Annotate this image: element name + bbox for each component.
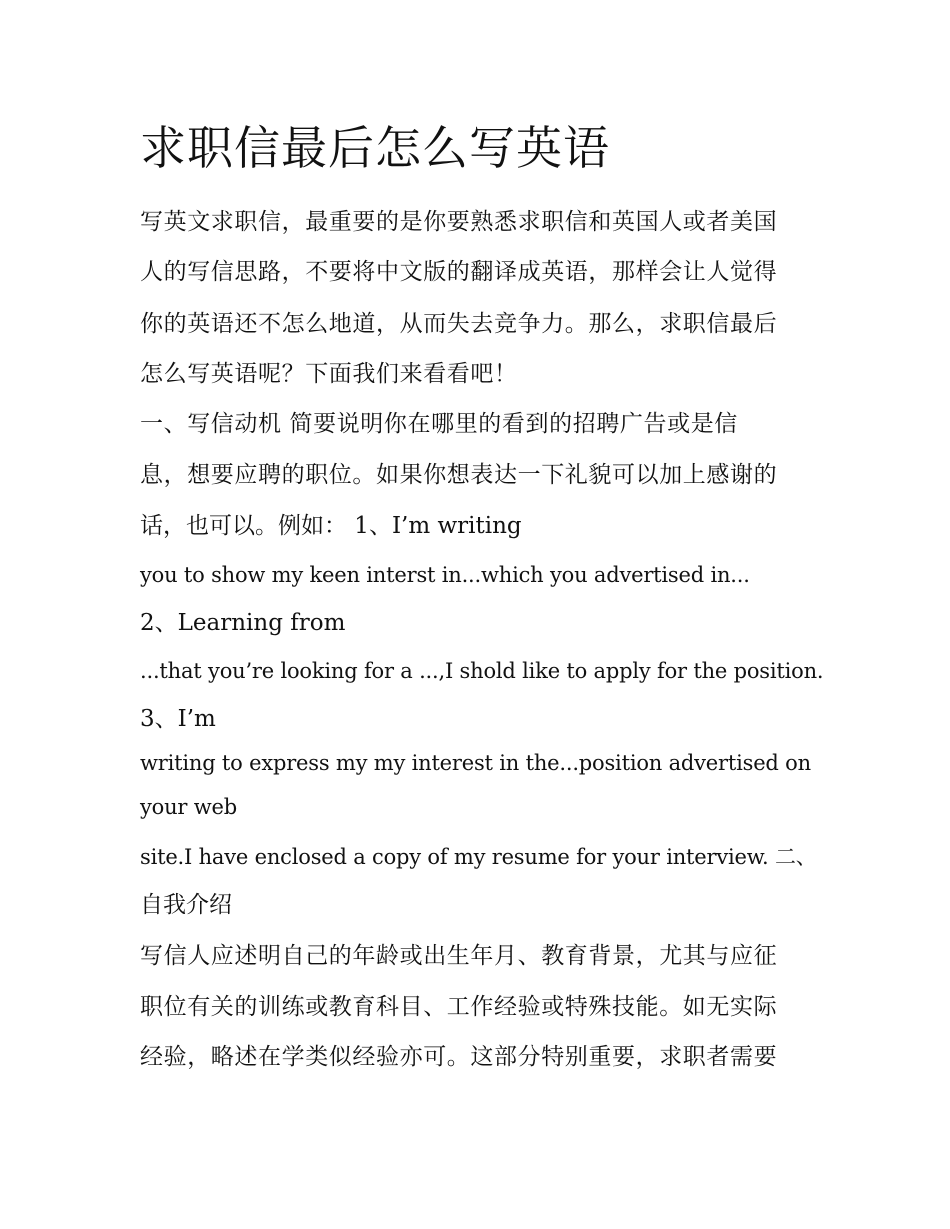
paragraph-line: 你的英语还不怎么地道，从而失去竞争力。那么，求职信最后 (140, 311, 778, 337)
paragraph-line: 一、写信动机 简要说明你在哪里的看到的招聘广告或是信 (140, 411, 738, 437)
paragraph-line: 息，想要应聘的职位。如果你想表达一下礼貌可以加上感谢的 (140, 462, 778, 488)
paragraph-line: 怎么写英语呢？下面我们来看看吧！ (140, 361, 518, 387)
paragraph-line: site.I have enclosed a copy of my resume for your interview. 二、 (140, 845, 817, 869)
paragraph-line: 话，也可以。例如： 1、I’m writing (140, 513, 522, 539)
paragraph-line: 经验，略述在学类似经验亦可。这部分特别重要，求职者需要 (140, 1044, 778, 1070)
paragraph-line: 自我介绍 (140, 892, 232, 918)
paragraph-line: your web (140, 795, 237, 819)
paragraph-line: 2、Learning from (140, 610, 346, 636)
paragraph-line: you to show my keen interst in...which you advertised in... (140, 563, 750, 587)
paragraph-line: ...that you’re looking for a ...,I shold like to apply for the position. (140, 659, 824, 683)
paragraph-line: 写英文求职信，最重要的是你要熟悉求职信和英国人或者美国 (140, 209, 778, 235)
paragraph-line: writing to express my my interest in the...position advertised on (140, 751, 811, 775)
paragraph-line: 3、I’m (140, 706, 216, 732)
paragraph-line: 职位有关的训练或教育科目、工作经验或特殊技能。如无实际 (140, 994, 778, 1020)
page-title: 求职信最后怎么写英语 (140, 121, 610, 175)
paragraph-line: 写信人应述明自己的年龄或出生年月、教育背景，尤其与应征 (140, 943, 778, 969)
paragraph-line: 人的写信思路，不要将中文版的翻译成英语，那样会让人觉得 (140, 259, 778, 285)
